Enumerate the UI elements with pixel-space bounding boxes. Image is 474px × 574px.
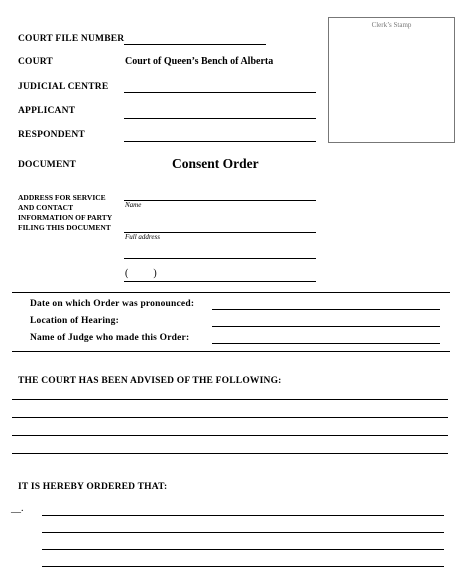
respondent-field[interactable]	[124, 141, 316, 142]
ordered-line[interactable]	[42, 566, 444, 567]
address-label-line: AND CONTACT	[18, 203, 74, 212]
ordered-line[interactable]	[42, 515, 444, 516]
ordered-line[interactable]	[42, 549, 444, 550]
phone-parens: ( )	[125, 268, 157, 279]
court-file-number-field[interactable]	[124, 44, 266, 45]
advised-line[interactable]	[12, 453, 448, 454]
section-divider	[12, 292, 450, 293]
court-label: COURT	[18, 57, 53, 67]
address-label-line: INFORMATION OF PARTY	[18, 213, 113, 222]
ordered-heading: IT IS HEREBY ORDERED THAT:	[18, 482, 168, 492]
document-title: Consent Order	[172, 156, 259, 171]
judge-field[interactable]	[212, 343, 440, 344]
section-divider	[12, 351, 450, 352]
judge-label: Name of Judge who made this Order:	[30, 333, 190, 343]
location-label: Location of Hearing:	[30, 316, 119, 326]
advised-heading: THE COURT HAS BEEN ADVISED OF THE FOLLOWING:	[18, 376, 282, 386]
name-hint: Name	[125, 201, 142, 209]
clerks-stamp-label: Clerk’s Stamp	[371, 21, 412, 29]
advised-line[interactable]	[12, 417, 448, 418]
address-label	[18, 193, 112, 233]
address-label-line: FILING THIS DOCUMENT	[18, 223, 111, 232]
item-marker: __.	[11, 503, 24, 514]
document-label: DOCUMENT	[18, 160, 77, 170]
court-file-number-label: COURT FILE NUMBER	[18, 34, 125, 44]
full-address-hint: Full address	[125, 233, 160, 241]
date-pronounced-field[interactable]	[212, 309, 440, 310]
advised-line[interactable]	[12, 435, 448, 436]
advised-line[interactable]	[12, 399, 448, 400]
clerks-stamp-box	[328, 17, 455, 143]
judicial-centre-field[interactable]	[124, 92, 316, 93]
location-field[interactable]	[212, 326, 440, 327]
ordered-line[interactable]	[42, 532, 444, 533]
respondent-label: RESPONDENT	[18, 130, 85, 140]
phone-field[interactable]	[124, 281, 316, 282]
date-pronounced-label: Date on which Order was pronounced:	[30, 299, 195, 309]
address-label-line: ADDRESS FOR SERVICE	[18, 193, 106, 202]
applicant-field[interactable]	[124, 118, 316, 119]
applicant-label: APPLICANT	[18, 106, 76, 116]
address-line-2-field[interactable]	[124, 258, 316, 259]
court-value: Court of Queen’s Bench of Alberta	[125, 56, 274, 67]
name-field[interactable]	[124, 200, 316, 201]
judicial-centre-label: JUDICIAL CENTRE	[18, 82, 109, 92]
